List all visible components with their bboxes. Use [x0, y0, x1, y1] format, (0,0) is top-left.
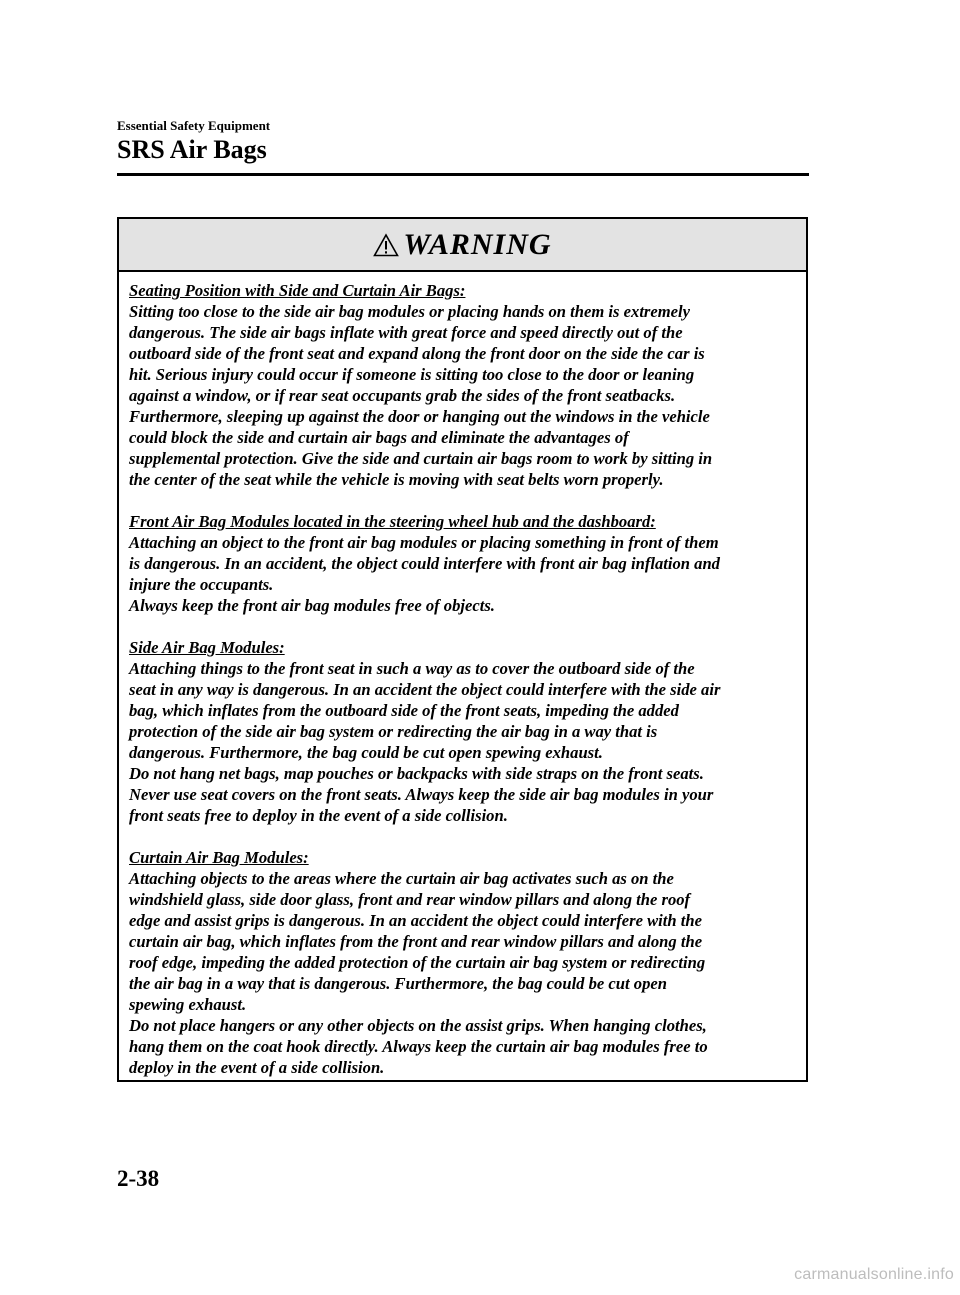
paragraph-line: Attaching an object to the front air bag modules or placing something in front of them — [129, 533, 719, 552]
paragraph-line: windshield glass, side door glass, front and rear window pillars and along the roof — [129, 890, 691, 909]
paragraph-heading: Side Air Bag Modules: — [129, 638, 285, 657]
warning-paragraph — [129, 847, 798, 1078]
paragraph-line: is dangerous. In an accident, the object could interfere with front air bag inflation and — [129, 554, 720, 573]
paragraph-line: supplemental protection. Give the side and curtain air bags room to work by sitting in — [129, 449, 713, 468]
section-label: Essential Safety Equipment — [117, 118, 271, 133]
warning-body — [119, 272, 806, 1078]
paragraph-line: outboard side of the front seat and expand along the front door on the side the car is — [129, 344, 705, 363]
paragraph-line: front seats free to deploy in the event of a side collision. — [129, 806, 508, 825]
paragraph-heading: Front Air Bag Modules located in the steering wheel hub and the dashboard: — [129, 512, 656, 531]
warning-triangle-icon — [373, 233, 399, 257]
paragraph-line: seat in any way is dangerous. In an accident the object could interfere with the side air — [129, 680, 721, 699]
paragraph-line: could block the side and curtain air bags and eliminate the advantages of — [129, 428, 629, 447]
paragraph-line: Never use seat covers on the front seats. Always keep the side air bag modules in your — [129, 785, 714, 804]
paragraph-line: Always keep the front air bag modules free of objects. — [129, 596, 495, 615]
paragraph-heading: Curtain Air Bag Modules: — [129, 848, 309, 867]
paragraph-line: hit. Serious injury could occur if someone is sitting too close to the door or leaning — [129, 365, 695, 384]
paragraph-line: Do not place hangers or any other objects on the assist grips. When hanging clothes, — [129, 1016, 707, 1035]
paragraph-line: Furthermore, sleeping up against the door or hanging out the windows in the vehicle — [129, 407, 710, 426]
paragraph-line: Attaching things to the front seat in such a way as to cover the outboard side of the — [129, 659, 695, 678]
warning-title: WARNING — [403, 227, 552, 261]
paragraph-line: dangerous. Furthermore, the bag could be cut open spewing exhaust. — [129, 743, 603, 762]
warning-paragraph — [129, 637, 798, 826]
paragraph-line: dangerous. The side air bags inflate with great force and speed directly out of the — [129, 323, 683, 342]
paragraph-line: hang them on the coat hook directly. Always keep the curtain air bag modules free to — [129, 1037, 708, 1056]
paragraph-line: roof edge, impeding the added protection of the curtain air bag system or redirecting — [129, 953, 706, 972]
warning-paragraph — [129, 511, 798, 616]
paragraph-line: the air bag in a way that is dangerous. Furthermore, the bag could be cut open — [129, 974, 667, 993]
paragraph-line: edge and assist grips is dangerous. In an accident the object could interfere with the — [129, 911, 702, 930]
paragraph-line: bag, which inflates from the outboard side of the front seats, impeding the added — [129, 701, 679, 720]
paragraph-line: Do not hang net bags, map pouches or backpacks with side straps on the front seats. — [129, 764, 704, 783]
warning-paragraph — [129, 280, 798, 490]
warning-header — [119, 219, 806, 272]
paragraph-line: injure the occupants. — [129, 575, 274, 594]
watermark: carmanualsonline.info — [794, 1266, 954, 1283]
paragraph-line: curtain air bag, which inflates from the front and rear window pillars and along the — [129, 932, 703, 951]
paragraph-heading: Seating Position with Side and Curtain Air Bags: — [129, 281, 466, 300]
paragraph-line: Attaching objects to the areas where the curtain air bag activates such as on the — [129, 869, 674, 888]
page-number: 2-38 — [117, 1166, 160, 1191]
paragraph-line: protection of the side air bag system or redirecting the air bag in a way that is — [129, 722, 658, 741]
paragraph-line: against a window, or if rear seat occupants grab the sides of the front seatbacks. — [129, 386, 676, 405]
paragraph-line: spewing exhaust. — [129, 995, 247, 1014]
paragraph-line: deploy in the event of a side collision. — [129, 1058, 385, 1077]
title-rule — [117, 173, 809, 176]
paragraph-line: the center of the seat while the vehicle is moving with seat belts worn properly. — [129, 470, 664, 489]
page-title: SRS Air Bags — [117, 135, 267, 164]
paragraph-line: Sitting too close to the side air bag modules or placing hands on them is extremely — [129, 302, 690, 321]
warning-box — [117, 217, 808, 1082]
